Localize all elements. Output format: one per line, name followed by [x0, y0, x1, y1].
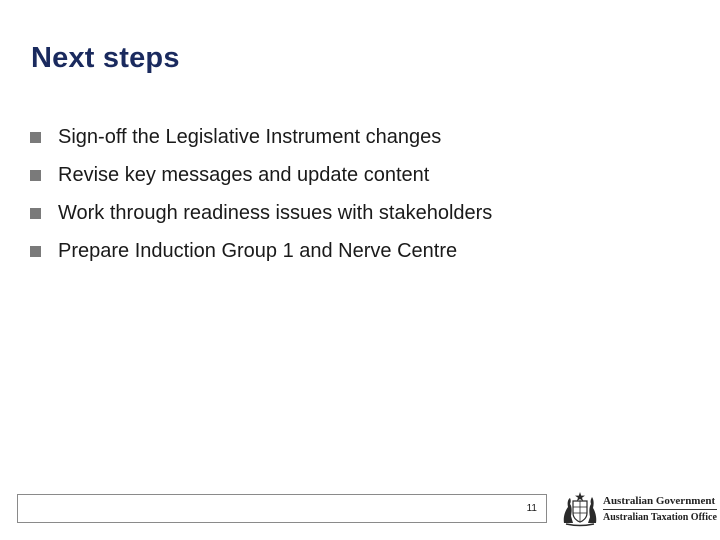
page-number: 11 — [526, 503, 537, 514]
footer-box — [17, 494, 547, 523]
bullet-text: Revise key messages and update content — [58, 163, 430, 186]
bullet-item — [30, 118, 492, 156]
square-bullet-icon — [30, 246, 41, 257]
bullet-text: Prepare Induction Group 1 and Nerve Centre — [58, 239, 458, 262]
bullet-item — [30, 156, 492, 194]
agency-logo — [560, 489, 717, 529]
bullet-item — [30, 194, 492, 232]
bullet-list — [30, 118, 492, 270]
bullet-item — [30, 232, 492, 270]
square-bullet-icon — [30, 132, 41, 143]
coat-of-arms-icon — [560, 489, 600, 529]
logo-text — [603, 496, 717, 523]
logo-line-government: Australian Government — [603, 496, 717, 510]
logo-line-agency: Australian Taxation Office — [603, 511, 717, 523]
slide-title: Next steps — [31, 42, 180, 74]
square-bullet-icon — [30, 208, 41, 219]
bullet-text: Work through readiness issues with stakeholders — [58, 201, 493, 224]
square-bullet-icon — [30, 170, 41, 181]
bullet-text: Sign-off the Legislative Instrument changes — [58, 125, 442, 148]
